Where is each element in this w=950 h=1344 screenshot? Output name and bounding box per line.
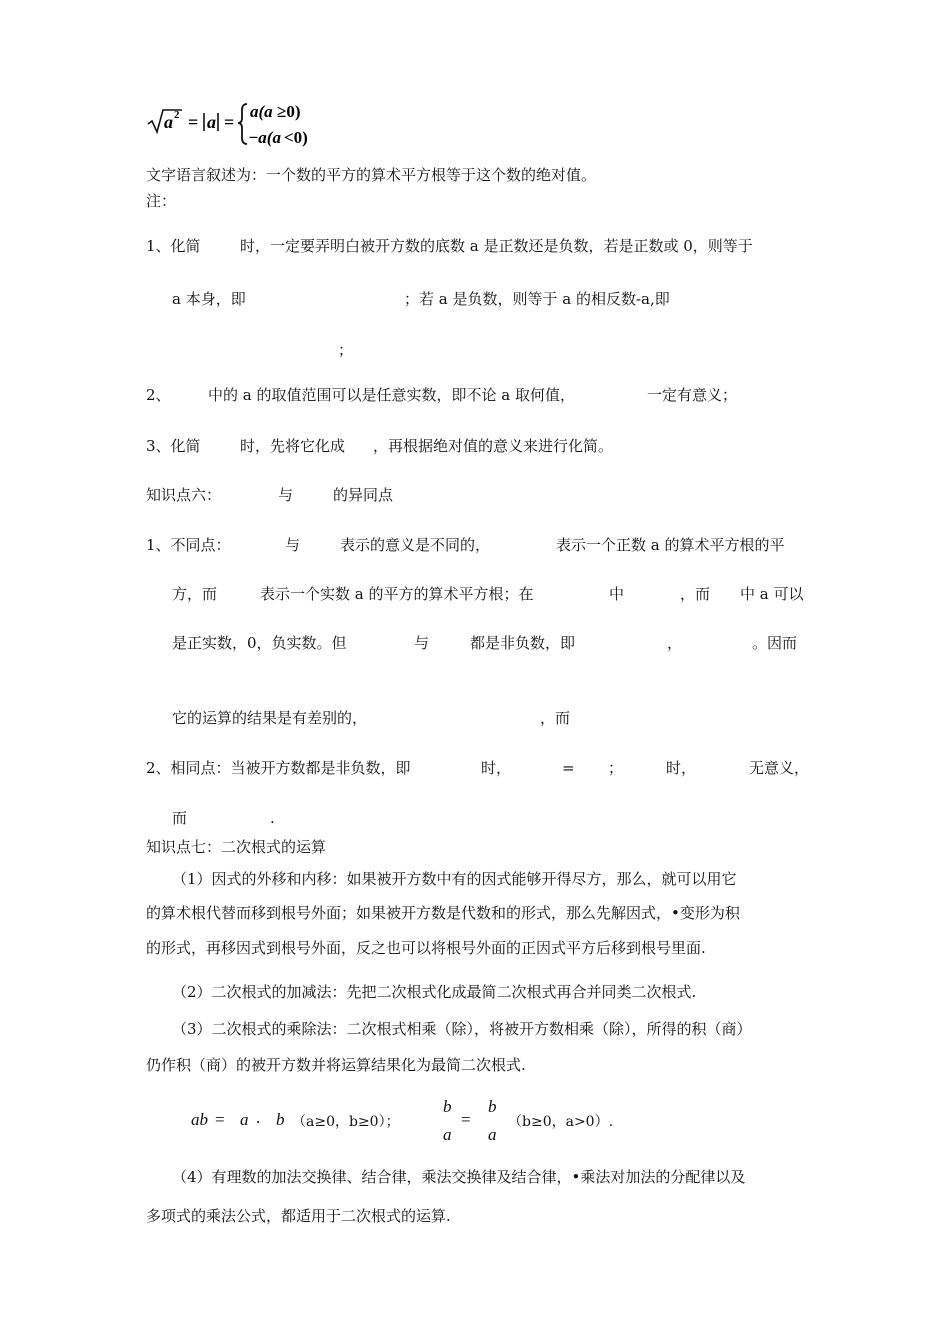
diff-line3d: ， — [667, 634, 683, 652]
diff-line3b: 与 — [414, 634, 430, 652]
svg-text:a: a — [164, 112, 173, 132]
diff-line3a: 是正实数，0，负实数。但 — [172, 634, 347, 652]
para3-line1: （3）二次根式的乘除法：二次根式相乘（除），将被开方数相乘（除），所得的积（商） — [172, 1020, 752, 1038]
kp6-title: 的异同点 — [333, 486, 394, 504]
formula-b: b — [276, 1110, 285, 1129]
frac-left-denominator: a — [443, 1125, 452, 1144]
formula-eq1: = — [215, 1110, 225, 1129]
note1-line2a: a 本身，即 — [172, 290, 246, 308]
note3-prefix: 3、化简 — [146, 437, 201, 455]
note3-text: 时，先将它化成 — [240, 437, 346, 455]
same-eq: = — [562, 759, 575, 777]
note1-prefix: 1、化简 — [146, 237, 201, 255]
kp6-and: 与 — [278, 486, 294, 504]
diff-label: 1、不同点： — [146, 536, 231, 554]
diff-line3e: 。因而 — [752, 634, 798, 652]
diff-text2: 表示一个正数 a 的算术平方根的平 — [556, 536, 785, 554]
para1-line2: 的算术根代替而移到根号外面；如果被开方数是代数和的形式，那么先解因式，•变形为积 — [146, 904, 740, 922]
note1-line2b: ；若 a 是负数，则等于 a 的相反数-a,即 — [404, 290, 670, 308]
diff-line2b: 表示一个实数 a 的平方的算术平方根；在 — [260, 585, 534, 603]
note1-line3: ； — [338, 341, 354, 359]
para1-line1: （1）因式的外移和内移：如果被开方数中有的因式能够开得尽方，那么，就可以用它 — [172, 870, 737, 888]
diff-line4a: 它的运算的结果是有差别的， — [172, 709, 368, 727]
frac-right-denominator: a — [488, 1125, 497, 1144]
note3-end: ，再根据绝对值的意义来进行化简。 — [373, 437, 614, 455]
para3-line2: 仍作积（商）的被开方数并将运算结果化为最简二次根式. — [146, 1056, 526, 1074]
para1-line3: 的形式，再移因式到根号外面，反之也可以将根号外面的正因式平方后移到根号里面. — [146, 939, 706, 957]
svg-text:a(a: a(a — [250, 102, 273, 121]
para4-line1: （4）有理数的加法交换律、结合律，乘法交换律及结合律，•乘法对加法的分配律以及 — [172, 1168, 746, 1186]
same-semi: ； — [608, 759, 624, 777]
svg-text:−a(a: −a(a — [248, 128, 281, 147]
note2-text: 中的 a 的取值范围可以是任意实数，即不论 a 取何值， — [208, 386, 575, 404]
note-label: 注： — [146, 192, 177, 210]
same-when: 时， — [481, 759, 512, 777]
diff-and: 与 — [285, 536, 301, 554]
para2: （2）二次根式的加减法：先把二次根式化成最简二次根式再合并同类二次根式. — [172, 983, 697, 1001]
svg-text:=: = — [224, 112, 235, 132]
frac-left-numerator: b — [443, 1097, 452, 1116]
same-meaningless: 无意义， — [749, 759, 810, 777]
diff-line2a: 方，而 — [172, 585, 218, 603]
abs-value-formula — [146, 96, 336, 154]
formula-cond1: （a≥0，b≥0）； — [292, 1114, 400, 1130]
diff-text1: 表示的意义是不同的， — [340, 536, 491, 554]
formula-eq2: = — [461, 1110, 471, 1129]
diff-line2d: ，而 — [680, 585, 711, 603]
note1-text: 时，一定要弄明白被开方数的底数 a 是正数还是负数，若是正数或 0，则等于 — [240, 237, 753, 255]
verbal-statement: 文字语言叙述为：一个数的平方的算术平方根等于这个数的绝对值。 — [146, 166, 597, 184]
formula-a: a — [240, 1110, 249, 1129]
svg-text:<0): <0) — [284, 128, 308, 147]
formula-graphic — [146, 96, 336, 154]
svg-text:a: a — [207, 112, 216, 132]
diff-line2e: 中 a 可以 — [740, 585, 804, 603]
formula-ab: ab — [191, 1110, 208, 1129]
diff-line4b: ，而 — [540, 709, 571, 727]
svg-text:2: 2 — [174, 109, 180, 121]
diff-line2c: 中 — [609, 585, 625, 603]
kp7-title: 知识点七：二次根式的运算 — [146, 838, 327, 856]
same-period: . — [270, 809, 275, 827]
formula-cond2: （b≥0，a>0）. — [508, 1114, 614, 1130]
para4-line2: 多项式的乘法公式，都适用于二次根式的运算. — [146, 1207, 451, 1225]
note2-end: 一定有意义； — [647, 386, 738, 404]
same-label: 2、相同点：当被开方数都是非负数，即 — [146, 759, 411, 777]
svg-text:≥0): ≥0) — [277, 102, 301, 121]
same-when2: 时， — [666, 759, 697, 777]
same-and: 而 — [172, 809, 188, 827]
frac-right-numerator: b — [488, 1097, 497, 1116]
note2-prefix: 2、 — [146, 386, 171, 404]
diff-line3c: 都是非负数，即 — [470, 634, 576, 652]
formula-dot: . — [256, 1108, 261, 1127]
kp6-label: 知识点六： — [146, 486, 222, 504]
svg-text:=: = — [188, 112, 199, 132]
